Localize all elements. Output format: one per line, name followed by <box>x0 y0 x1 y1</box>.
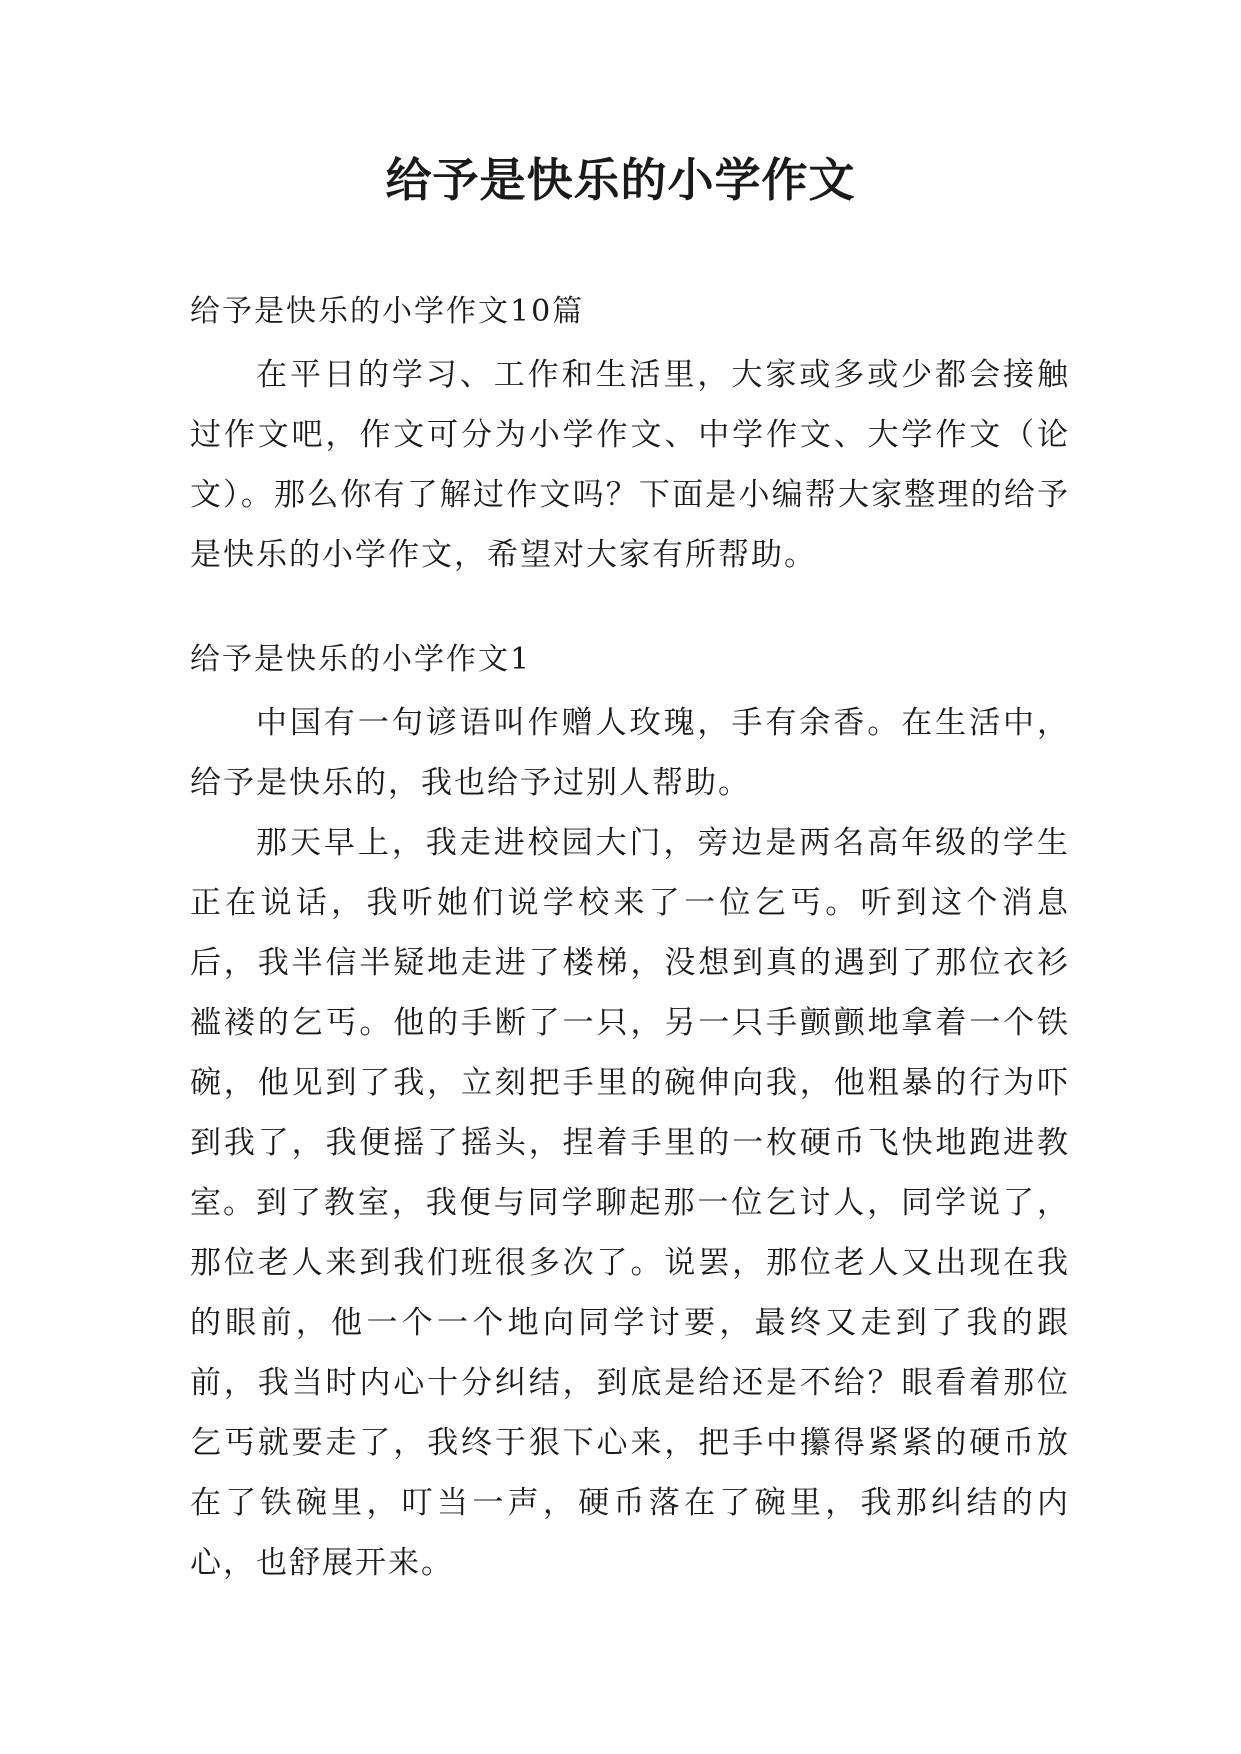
collection-heading: 给予是快乐的小学作文10篇 <box>190 294 585 329</box>
essay-1-paragraph-2: 那天早上，我走进校园大门，旁边是两名高年级的学生正在说话，我听她们说学校来了一位乞丐。听到这个消息后，我半信半疑地走进了楼梯，没想到真的遇到了那位衣衫褴褛的乞丐。他的手断了一只，另一只手颤颤地拿着一个铁碗，他见到了我，立刻把手里的碗伸向我，他粗暴的行为吓到我了，我便摇了摇头，捏着手里的一枚硬币飞快地跑进教室。 <box>190 825 1070 1221</box>
essay-1-paragraph-1: 中国有一句谚语叫作赠人玫瑰，手有余香。在生活中，给予是快乐的，我也给予过别人帮助。 <box>190 705 1070 801</box>
essay-1-heading: 给予是快乐的小学作文1 <box>190 642 532 677</box>
intro-paragraph: 在平日的学习、工作和生活里，大家或多或少都会接触过作文吧，作文可分为小学作文、中学作文、大学作文（论文）。那么你有了解过作文吗？下面是小编帮大家整理的给予是快乐的小学作文，希望对大家有所帮助。 <box>190 357 1070 573</box>
essay-1-paragraph-3: 到了教室，我便与同学聊起那一位乞讨人，同学说了，那位老人来到我们班很多次了。说罢，那位老人又出现在我的眼前，他一个一个地向同学讨要，最终又走到了我的跟前，我当时内心十分纠结，到底是给还是不给？眼看着那位乞丐就要走了，我终于狠下心来，把手中攥得紧紧的硬币放在了铁碗里，叮当一声，硬币落在了碗里，我那纠结的内心，也舒展开来。 <box>190 1185 1070 1581</box>
document-title: 给予是快乐的小学作文 <box>385 153 856 207</box>
